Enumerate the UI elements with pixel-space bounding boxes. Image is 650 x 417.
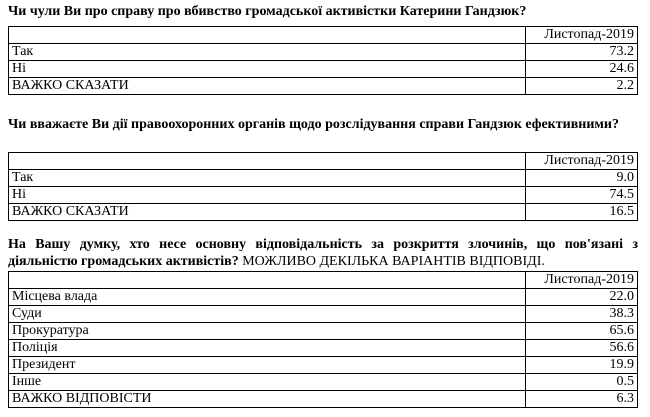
row-value: 73.2: [526, 44, 638, 61]
table-row: [9, 306, 638, 323]
table-header-row: [9, 27, 638, 44]
question-1-text: Чи чули Ви про справу про вбивство громадської активістки Катерини Гандзюк?: [8, 4, 527, 19]
row-label: ВАЖКО СКАЗАТИ: [9, 204, 526, 221]
table-row: [9, 204, 638, 221]
header-blank-cell: [9, 272, 526, 289]
column-header: Листопад-2019: [526, 27, 638, 44]
row-value: 56.6: [526, 340, 638, 357]
row-value: 9.0: [526, 170, 638, 187]
table-row: [9, 44, 638, 61]
column-header: Листопад-2019: [526, 272, 638, 289]
row-value: 16.5: [526, 204, 638, 221]
table-row: [9, 357, 638, 374]
header-blank-cell: [9, 27, 526, 44]
survey-table-1: [8, 26, 638, 95]
question-3-note: МОЖЛИВО ДЕКІЛЬКА ВАРІАНТІВ ВІДПОВІДІ.: [242, 254, 545, 269]
row-label: Президент: [9, 357, 526, 374]
row-label: Суди: [9, 306, 526, 323]
table-row: [9, 170, 638, 187]
row-label: Ні: [9, 187, 526, 204]
table-header-row: [9, 153, 638, 170]
row-label: Так: [9, 44, 526, 61]
table-row: [9, 323, 638, 340]
table-row: [9, 61, 638, 78]
row-value: 2.2: [526, 78, 638, 95]
row-value: 6.3: [526, 391, 638, 408]
row-label: Місцева влада: [9, 289, 526, 306]
row-label: Прокуратура: [9, 323, 526, 340]
survey-table-3: [8, 271, 638, 408]
survey-table-2: [8, 152, 638, 221]
table-row: [9, 187, 638, 204]
row-label: Ні: [9, 61, 526, 78]
table-row: [9, 391, 638, 408]
row-value: 0.5: [526, 374, 638, 391]
header-blank-cell: [9, 153, 526, 170]
question-3: [8, 236, 638, 270]
question-2-text: Чи вважаєте Ви дії правоохоронних органів щодо розслідування справи Гандзюк ефективними?: [8, 117, 619, 132]
row-label: ВАЖКО СКАЗАТИ: [9, 78, 526, 95]
row-label: Поліція: [9, 340, 526, 357]
question-2: [8, 116, 638, 133]
column-header: Листопад-2019: [526, 153, 638, 170]
table-header-row: [9, 272, 638, 289]
table-row: [9, 374, 638, 391]
row-label: ВАЖКО ВІДПОВІСТИ: [9, 391, 526, 408]
table-row: [9, 78, 638, 95]
row-value: 19.9: [526, 357, 638, 374]
row-label: Інше: [9, 374, 526, 391]
table-row: [9, 289, 638, 306]
row-value: 65.6: [526, 323, 638, 340]
question-1: [8, 3, 638, 20]
row-value: 22.0: [526, 289, 638, 306]
row-label: Так: [9, 170, 526, 187]
row-value: 24.6: [526, 61, 638, 78]
row-value: 74.5: [526, 187, 638, 204]
question-3-text: На Вашу думку, хто несе основну відповідальність за розкриття злочинів, що пов'язані з діяльністю громадських активістів?: [8, 237, 638, 269]
table-row: [9, 340, 638, 357]
row-value: 38.3: [526, 306, 638, 323]
